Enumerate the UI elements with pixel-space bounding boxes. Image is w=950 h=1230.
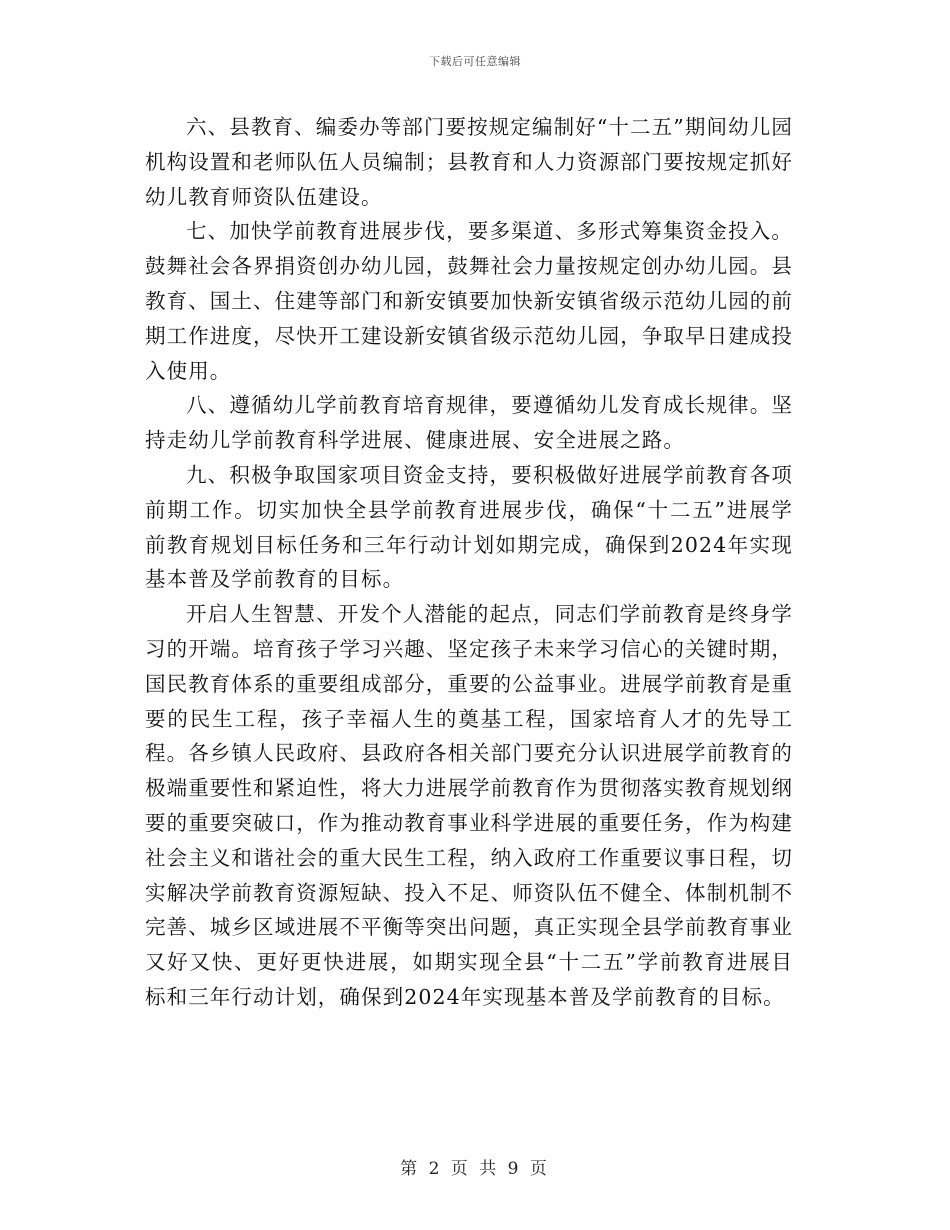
page-number-footer: 第 2 页 共 9 页 — [400, 1159, 550, 1179]
paragraph-8: 八、遵循幼儿学前教育培育规律，要遵循幼儿发育成长规律。坚持走幼儿学前教育科学进展、健康进展、安全进展之路。 — [145, 393, 793, 453]
document-body — [145, 110, 793, 1015]
paragraph-6: 六、县教育、编委办等部门要按规定编制好“十二五”期间幼儿园机构设置和老师队伍人员编制；县教育和人力资源部门要按规定抓好幼儿教育师资队伍建设。 — [145, 115, 793, 209]
paragraph-summary: 开启人生智慧、开发个人潜能的起点，同志们学前教育是终身学习的开端。培育孩子学习兴趣、坚定孩子未来学习信心的关键时期，国民教育体系的重要组成部分，重要的公益事业。进展学前教育是重要的民生工程，孩子幸福人生的奠基工程，国家培育人才的先导工程。各乡镇人民政府、县政府各相关部门要充分认识进展学前教育的极端重要性和紧迫性，将大力进展学前教育作为贯彻落实教育规划纲要的重要突破口，作为推动教育事业科学进展的重要任务，作为构建社会主义和谐社会的重大民生工程，纳入政府工作重要议事日程，切实解决学前教育资源短缺、投入不足、师资队伍不健全、体制机制不完善、城乡区域进展不平衡等突出问题，真正实现全县学前教育事业又好又快、更好更快进展，如期实现全县“十二五”学前教育进展目标和三年行动计划，确保到2024年实现基本普及学前教育的目标。 — [145, 602, 793, 1009]
paragraph-7: 七、加快学前教育进展步伐，要多渠道、多形式筹集资金投入。鼓舞社会各界捐资创办幼儿园，鼓舞社会力量按规定创办幼儿园。县教育、国土、住建等部门和新安镇要加快新安镇省级示范幼儿园的前期工作进度，尽快开工建设新安镇省级示范幼儿园，争取早日建成投入使用。 — [145, 219, 793, 383]
page-header: 下载后可任意编辑 — [429, 55, 521, 68]
paragraph-9: 九、积极争取国家项目资金支持，要积极做好进展学前教育各项前期工作。切实加快全县学前教育进展步伐，确保“十二五”进展学前教育规划目标任务和三年行动计划如期完成，确保到2024年实现基本普及学前教育的目标。 — [145, 462, 793, 592]
